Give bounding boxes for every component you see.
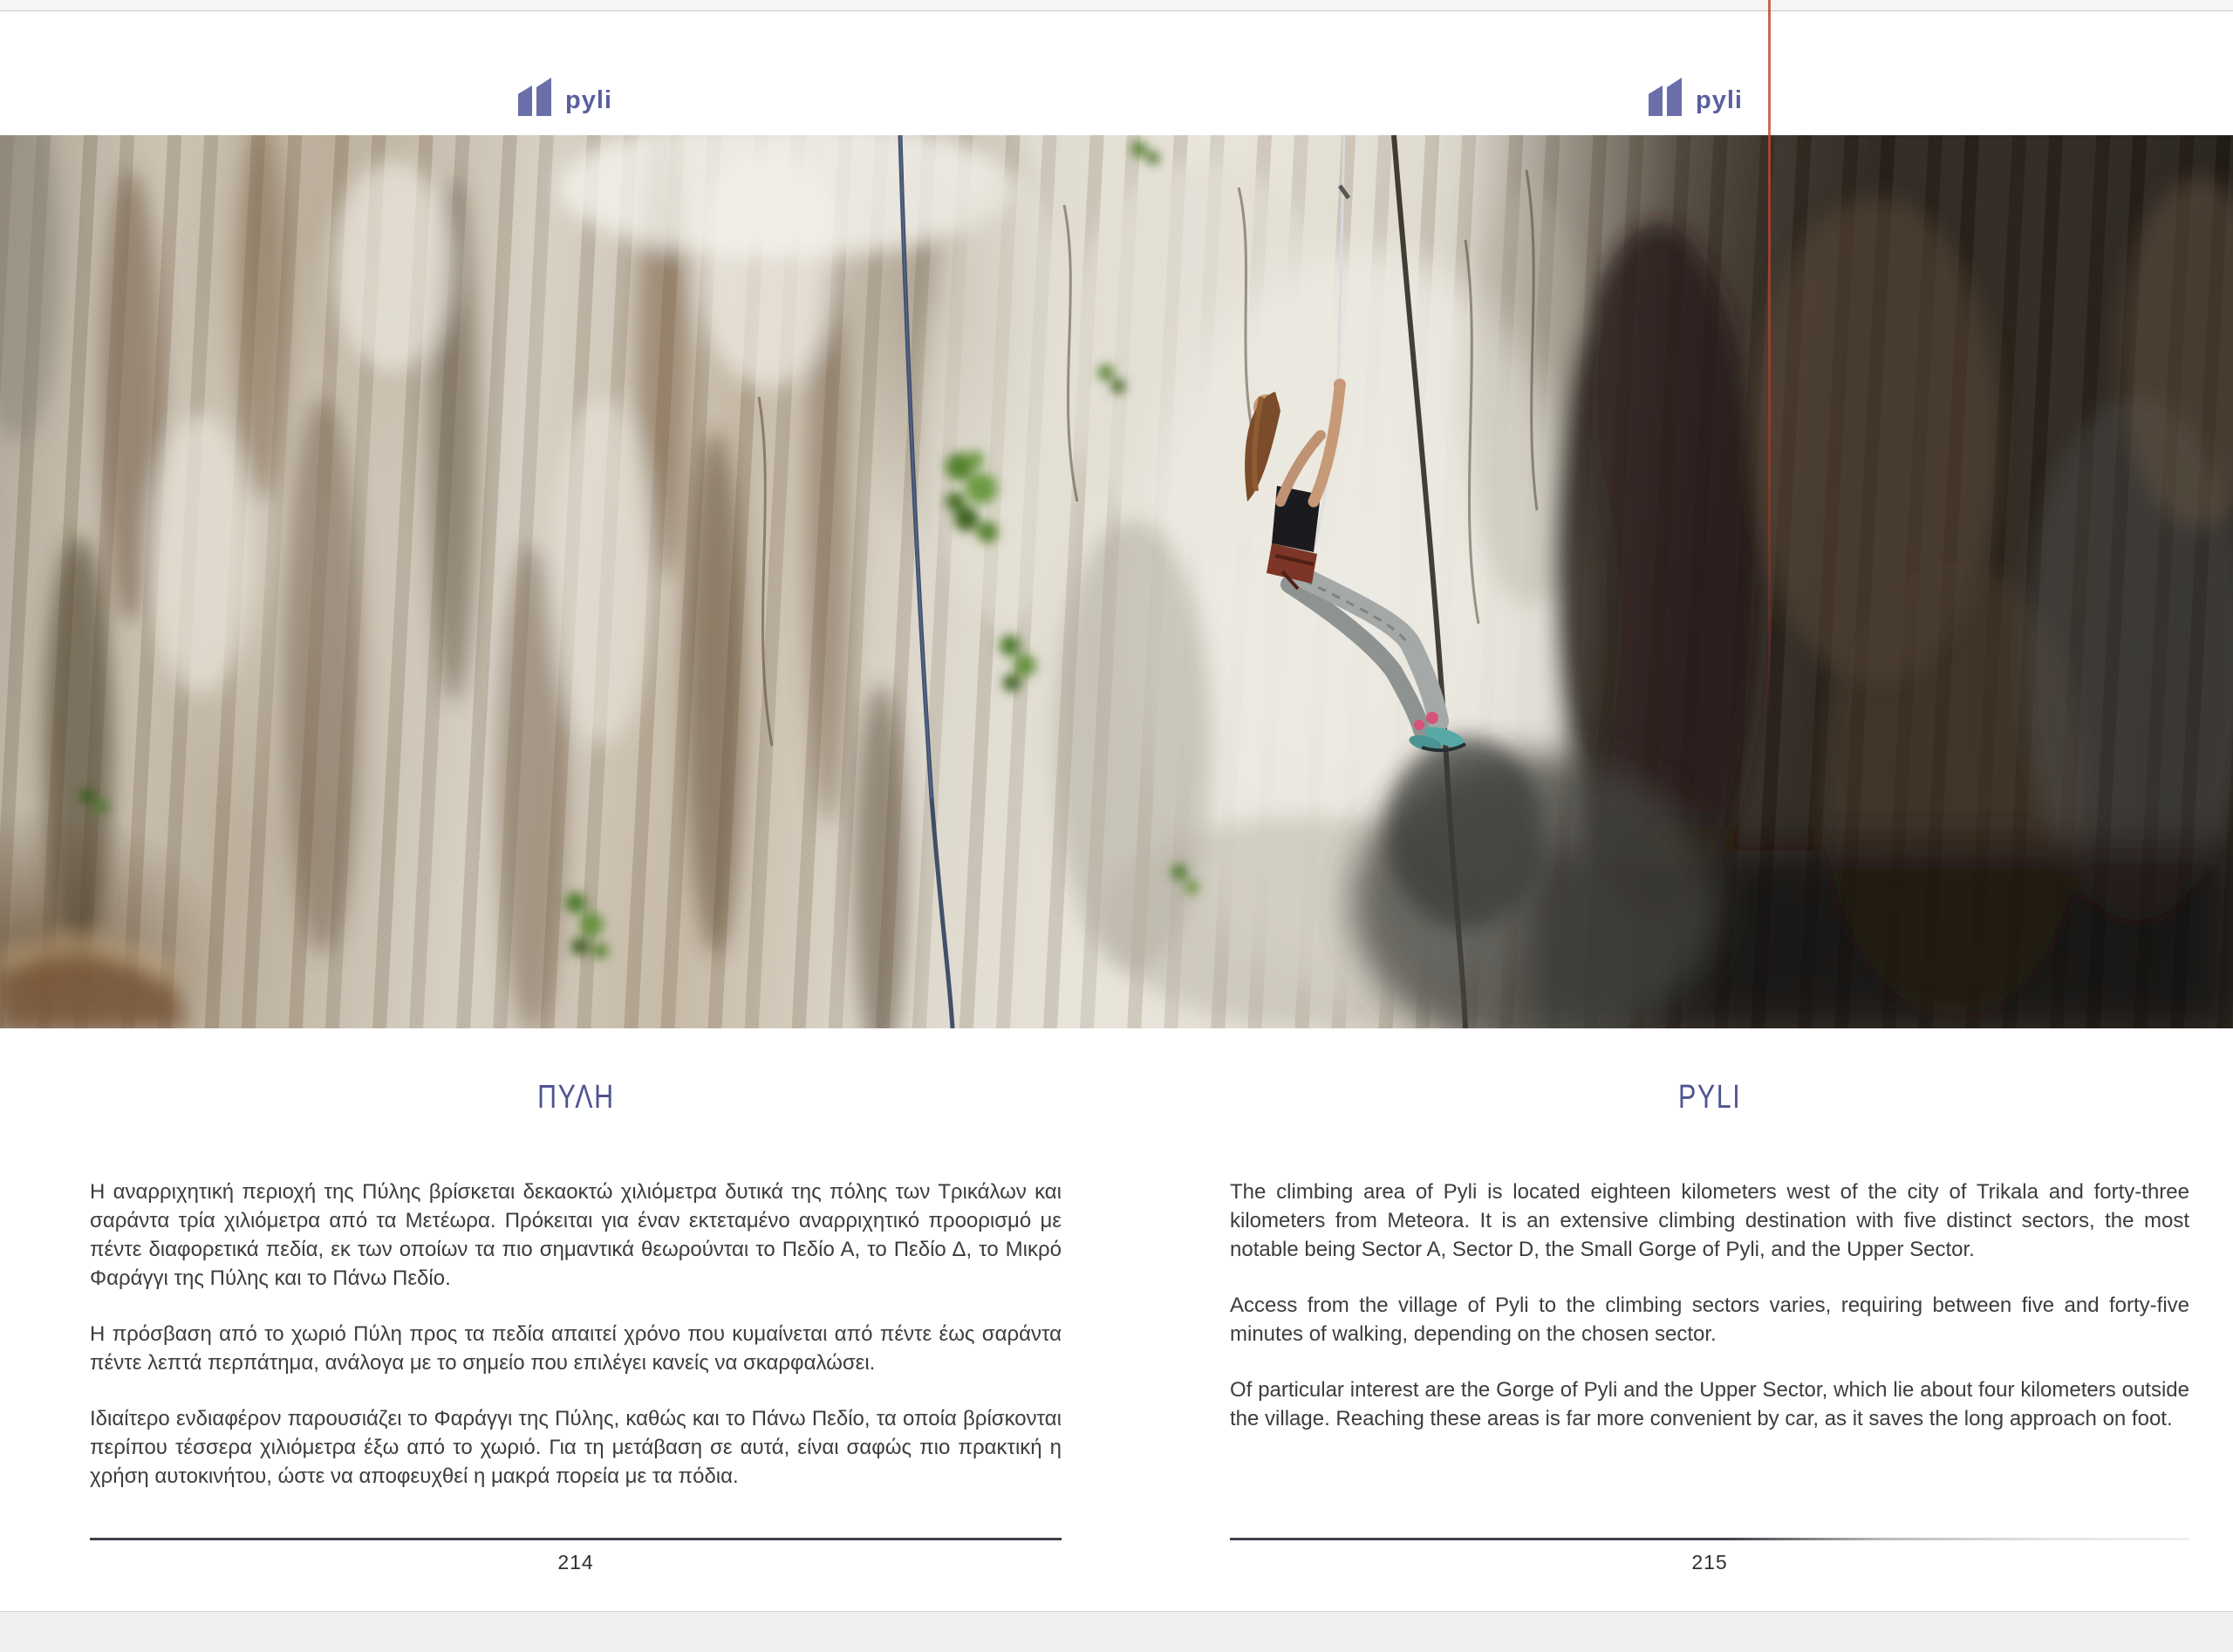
page-number: 215 xyxy=(1691,1551,1728,1573)
paragraph: Of particular interest are the Gorge of Pyli and the Upper Sector, which lie about four kilometers outside the village. Reaching these areas is far more convenient by car, as it saves the long approach on foot. xyxy=(1230,1378,2189,1430)
flag-small-icon xyxy=(518,85,532,116)
rock-texture xyxy=(0,135,2233,1028)
paragraph: Ιδιαίτερο ενδιαφέρον παρουσιάζει το Φαράγγι της Πύλης, καθώς και το Πάνω Πεδίο, τα οποία βρίσκονται περίπου τέσσερα χιλιόμετρα έξω από το χωριό. Για τη μετάβαση σε αυτά, είναι σαφώς πιο πρακτική η χρήση αυτοκινήτου, ώστε να αποφευχθεί η μακρά πορεία με τα πόδια. xyxy=(90,1407,1062,1488)
page-left-column xyxy=(90,1028,1062,1611)
page-footer xyxy=(1230,1538,2189,1574)
page-title-greek: ΠΥΛΗ xyxy=(536,1079,615,1116)
paragraph: Η αναρριχητική περιοχή της Πύλης βρίσκεται δεκαοκτώ χιλιόμετρα δυτικά της πόλης των Τρικάλων και σαράντα τρία χιλιόμετρα από τα Μετέωρα. Πρόκειται για έναν εκτεταμένο αναρριχητικό προορισμό με πέντε διαφορετικά πεδία, εκ των οποίων τα πιο σημαντικά θεωρούνται το Πεδίο Α, το Πεδίο Δ, το Μικρό Φαράγγι της Πύλης και το Πάνω Πεδίο. xyxy=(90,1180,1062,1290)
page-divider xyxy=(1230,1538,2189,1540)
content-area xyxy=(0,1028,2233,1611)
paragraph: The climbing area of Pyli is located eighteen kilometers west of the city of Trikala and forty-three kilometers from Meteora. It is an extensive climbing destination with five distinct sectors, the most notable being Sector A, Sector D, the Small Gorge of Pyli, and the Upper Sector. xyxy=(1230,1180,2189,1261)
page-footer xyxy=(90,1538,1062,1574)
paragraph: Η πρόσβαση από το χωριό Πύλη προς τα πεδία απαιτεί χρόνο που κυμαίνεται από πέντε έως σαράντα πέντε λεπτά περπάτημα, ανάλογα με το σημείο που επιλέγει κανείς να σκαρφαλώσει. xyxy=(90,1322,1062,1375)
logo-text: pyli xyxy=(1696,86,1743,114)
page-right-column xyxy=(1230,1028,2189,1611)
pyli-flags-icon xyxy=(518,78,551,116)
header-band xyxy=(0,11,2233,135)
top-strip xyxy=(0,0,2233,11)
logo-right xyxy=(1649,78,1743,116)
page-title-english: PYLI xyxy=(1677,1079,1742,1116)
page-number: 214 xyxy=(557,1551,594,1573)
pyli-flags-icon xyxy=(1649,78,1682,116)
paragraph: Access from the village of Pyli to the climbing sectors varies, requiring between five and forty-five minutes of walking, depending on the chosen sector. xyxy=(1230,1294,2189,1346)
flag-large-icon xyxy=(536,78,551,116)
fold-marker-line xyxy=(1768,0,1771,733)
greek-body-text xyxy=(90,1178,1062,1491)
page-divider xyxy=(90,1538,1062,1540)
english-body-text xyxy=(1230,1178,2189,1433)
hero-photo-climbing-wall xyxy=(0,135,2233,1028)
logo-text: pyli xyxy=(565,86,612,114)
flag-small-icon xyxy=(1649,85,1663,116)
flag-large-icon xyxy=(1667,78,1682,116)
bottom-strip xyxy=(0,1611,2233,1652)
logo-left xyxy=(518,78,612,116)
photo-illustration xyxy=(0,135,2233,1028)
